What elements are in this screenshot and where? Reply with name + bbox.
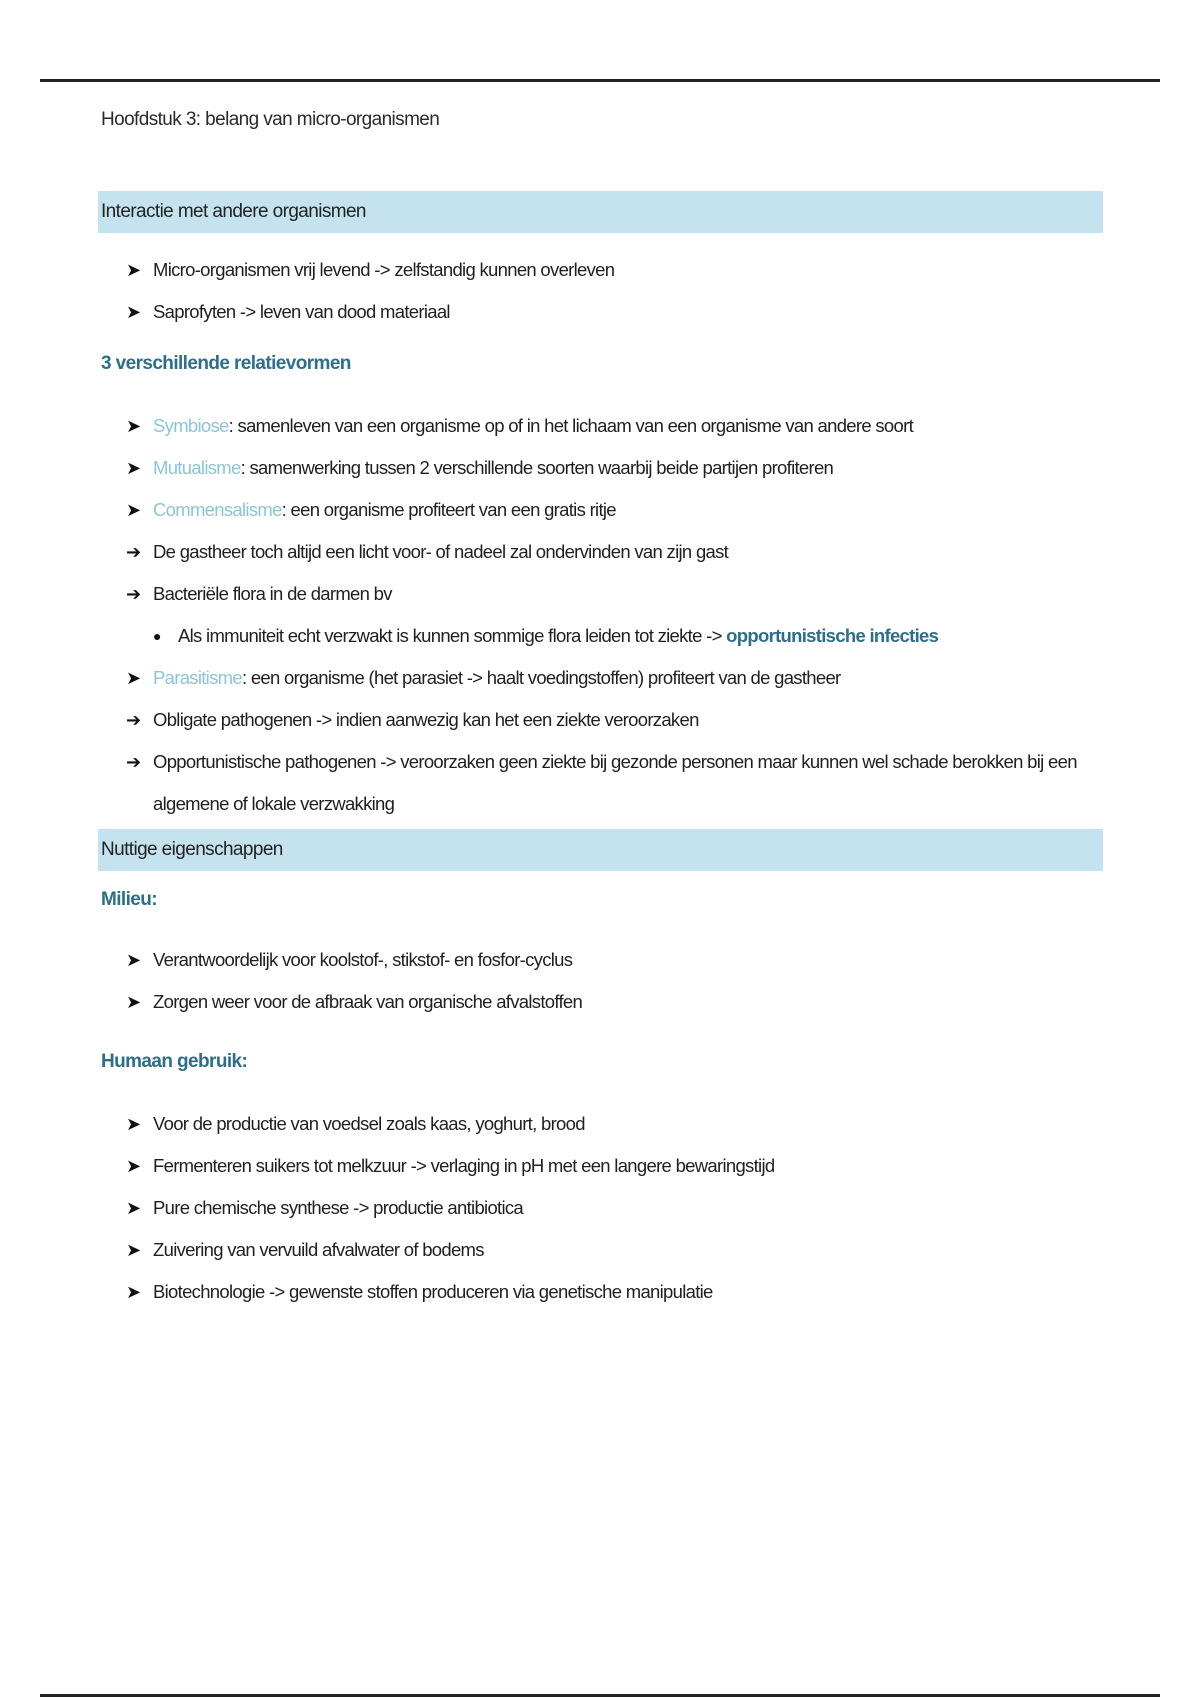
- arrowhead-bullet-icon: ➤: [126, 1156, 141, 1176]
- section-heading-nuttige-eigenschappen: Nuttige eigenschappen: [98, 829, 1103, 871]
- arrowhead-bullet-icon: ➤: [126, 416, 141, 436]
- subheading-milieu: Milieu:: [101, 889, 157, 910]
- term-parasitisme: Parasitisme: [153, 667, 242, 688]
- list-item-parasitisme: ➤ Parasitisme: een organisme (het parasiet -> haalt voedingstoffen) profiteert van de gastheer: [101, 657, 1101, 699]
- chapter-title: Hoofdstuk 3: belang van micro-organismen: [101, 109, 440, 130]
- dot-bullet-icon: ●: [153, 628, 161, 644]
- arrowhead-bullet-icon: ➤: [126, 950, 141, 970]
- list-item: ➤ Fermenteren suikers tot melkzuur -> verlaging in pH met een langere bewaringstijd: [101, 1145, 1101, 1187]
- list-item: ➤ Zuivering van vervuild afvalwater of bodems: [101, 1229, 1101, 1271]
- term-commensalisme: Commensalisme: [153, 499, 282, 520]
- list-item: ➤ Verantwoordelijk voor koolstof-, stikstof- en fosfor-cyclus: [101, 939, 1101, 981]
- list-item: ➤ Voor de productie van voedsel zoals kaas, yoghurt, brood: [101, 1103, 1101, 1145]
- subheading-relatievormen: 3 verschillende relatievormen: [101, 353, 351, 374]
- intro-list: [101, 249, 1101, 333]
- section-heading-interactie: Interactie met andere organismen: [98, 191, 1103, 233]
- arrowhead-bullet-icon: ➤: [126, 1198, 141, 1218]
- arrowhead-bullet-icon: ➤: [126, 1282, 141, 1302]
- arrowhead-bullet-icon: ➤: [126, 302, 141, 322]
- arrowhead-bullet-icon: ➤: [126, 1114, 141, 1134]
- arrowhead-bullet-icon: ➤: [126, 260, 141, 280]
- list-item-mutualisme: ➤ Mutualisme: samenwerking tussen 2 verschillende soorten waarbij beide partijen profiteren: [101, 447, 1101, 489]
- term-symbiose: Symbiose: [153, 415, 229, 436]
- term-opportunistische-infecties: opportunistische infecties: [726, 625, 939, 646]
- right-arrow-icon: ➔: [126, 710, 141, 730]
- list-item: ➤ Biotechnologie -> gewenste stoffen produceren via genetische manipulatie: [101, 1271, 1101, 1313]
- right-arrow-icon: ➔: [126, 752, 141, 772]
- humaan-list: [101, 1103, 1101, 1313]
- milieu-list: [101, 939, 1101, 1023]
- right-arrow-icon: ➔: [126, 542, 141, 562]
- top-rule: [40, 79, 1160, 82]
- arrowhead-bullet-icon: ➤: [126, 500, 141, 520]
- list-item: ➔ Opportunistische pathogenen -> veroorzaken geen ziekte bij gezonde personen maar kunnen wel schade berokken bij een algemene of lokale verzwakking: [101, 741, 1101, 825]
- bottom-rule: [40, 1694, 1160, 1697]
- right-arrow-icon: ➔: [126, 584, 141, 604]
- list-item: ➤ Micro-organismen vrij levend -> zelfstandig kunnen overleven: [101, 249, 1101, 291]
- arrowhead-bullet-icon: ➤: [126, 668, 141, 688]
- list-item-commensalisme: ➤ Commensalisme: een organisme profiteert van een gratis ritje: [101, 489, 1101, 531]
- relatievormen-list: [101, 405, 1101, 825]
- document-page: [101, 104, 1101, 1313]
- list-item: ➤ Saprofyten -> leven van dood materiaal: [101, 291, 1101, 333]
- arrowhead-bullet-icon: ➤: [126, 458, 141, 478]
- arrowhead-bullet-icon: ➤: [126, 992, 141, 1012]
- list-item: ➔ Bacteriële flora in de darmen bv: [101, 573, 1101, 615]
- subheading-humaan-gebruik: Humaan gebruik:: [101, 1051, 248, 1072]
- term-mutualisme: Mutualisme: [153, 457, 241, 478]
- list-item-sub: ● Als immuniteit echt verzwakt is kunnen sommige flora leiden tot ziekte -> opportunistische infecties: [101, 615, 1101, 657]
- list-item: ➔ Obligate pathogenen -> indien aanwezig kan het een ziekte veroorzaken: [101, 699, 1101, 741]
- list-item: ➤ Pure chemische synthese -> productie antibiotica: [101, 1187, 1101, 1229]
- list-item-symbiose: ➤ Symbiose: samenleven van een organisme op of in het lichaam van een organisme van andere soort: [101, 405, 1101, 447]
- list-item: ➤ Zorgen weer voor de afbraak van organische afvalstoffen: [101, 981, 1101, 1023]
- list-item: ➔ De gastheer toch altijd een licht voor- of nadeel zal ondervinden van zijn gast: [101, 531, 1101, 573]
- arrowhead-bullet-icon: ➤: [126, 1240, 141, 1260]
